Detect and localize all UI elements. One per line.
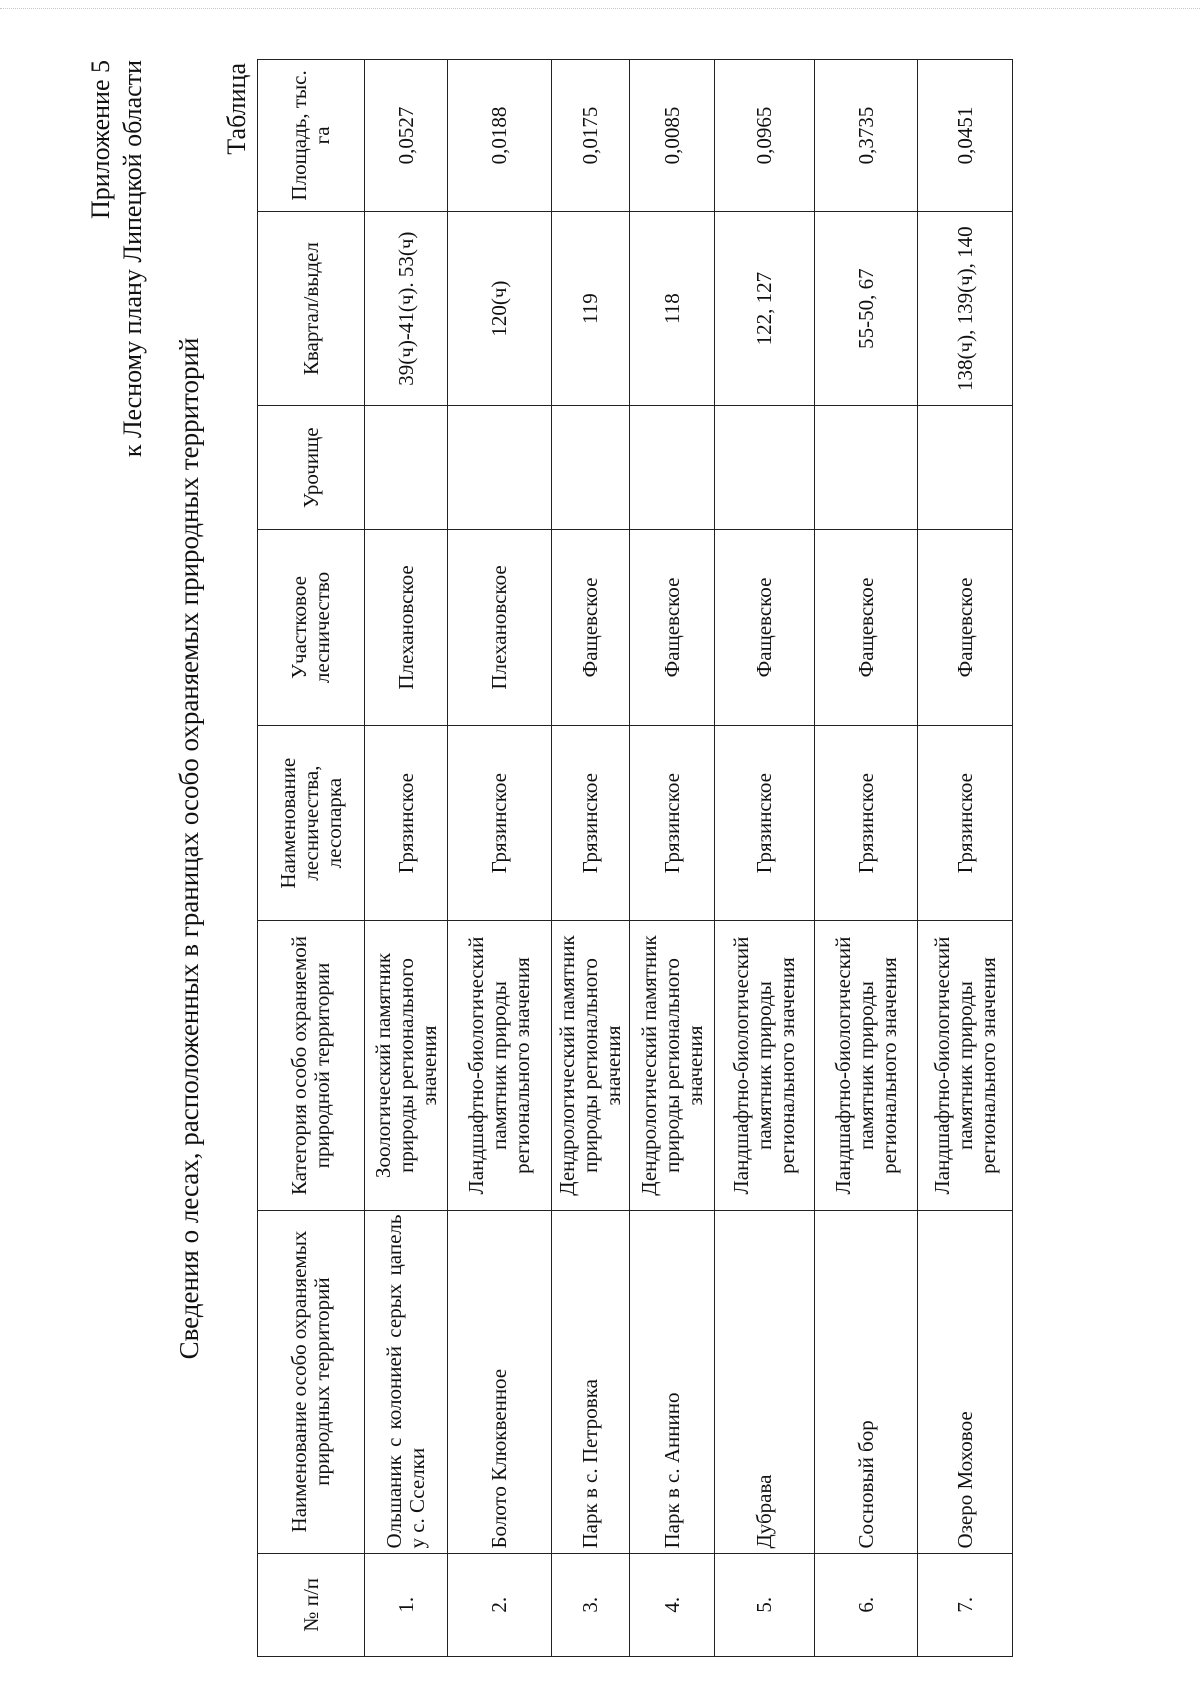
cell-territory-name: Парк в с. Петровка	[552, 1210, 630, 1553]
cell-category: Ландшафтно-биологический памятник природы регионального значения	[918, 921, 1013, 1210]
cell-tract	[630, 406, 715, 530]
cell-area: 0,0085	[630, 60, 715, 212]
cell-number: 3.	[552, 1553, 630, 1656]
document-title: Сведения о лесах, расположенных в границах особо охраняемых природных территорий	[174, 337, 204, 1360]
cell-quarter: 118	[630, 211, 715, 406]
cell-forestry: Грязинское	[918, 725, 1013, 921]
cell-territory-name: Ольшаник с колонией серых цапель у с. Сселки	[365, 1210, 448, 1553]
cell-forestry: Грязинское	[630, 725, 715, 921]
header-quarter: Квартал/выдел	[258, 211, 365, 406]
table-row	[715, 60, 815, 1657]
header-category: Категория особо охраняемой природной территории	[258, 921, 365, 1210]
cell-number: 7.	[918, 1553, 1013, 1656]
cell-tract	[448, 406, 552, 530]
cell-area: 0,0451	[918, 60, 1013, 212]
cell-district-forestry: Плехановское	[448, 530, 552, 726]
cell-category: Зоологический памятник природы регионального значения	[365, 921, 448, 1210]
cell-number: 4.	[630, 1553, 715, 1656]
cell-quarter: 55-50, 67	[815, 211, 918, 406]
cell-area: 0,3735	[815, 60, 918, 212]
table-row	[552, 60, 630, 1657]
cell-territory-name: Дубрава	[715, 1210, 815, 1553]
table-row	[448, 60, 552, 1657]
header-forestry: Наименование лесничества, лесопарка	[258, 725, 365, 921]
cell-number: 6.	[815, 1553, 918, 1656]
cell-number: 2.	[448, 1553, 552, 1656]
header-district-forestry: Участковое лесничество	[258, 530, 365, 726]
appendix-reference: к Лесному плану Липецкой области	[118, 60, 147, 458]
cell-category: Ландшафтно-биологический памятник природы регионального значения	[815, 921, 918, 1210]
table-label: Таблица	[222, 63, 251, 155]
cell-tract	[365, 406, 448, 530]
cell-quarter: 120(ч)	[448, 211, 552, 406]
cell-forestry: Грязинское	[448, 725, 552, 921]
cell-district-forestry: Фащевское	[630, 530, 715, 726]
cell-forestry: Грязинское	[715, 725, 815, 921]
cell-quarter: 39(ч)-41(ч). 53(ч)	[365, 211, 448, 406]
cell-district-forestry: Фащевское	[815, 530, 918, 726]
cell-forestry: Грязинское	[365, 725, 448, 921]
cell-quarter: 119	[552, 211, 630, 406]
cell-area: 0,0965	[715, 60, 815, 212]
cell-territory-name: Парк в с. Аннино	[630, 1210, 715, 1553]
cell-category: Дендрологический памятник природы регионального значения	[630, 921, 715, 1210]
appendix-heading	[85, 60, 149, 457]
cell-tract	[715, 406, 815, 530]
cell-category: Ландшафтно-биологический памятник природы регионального значения	[448, 921, 552, 1210]
table-row	[815, 60, 918, 1657]
cell-district-forestry: Фащевское	[918, 530, 1013, 726]
cell-number: 1.	[365, 1553, 448, 1656]
appendix-number: Приложение 5	[86, 60, 115, 220]
cell-district-forestry: Фащевское	[552, 530, 630, 726]
cell-category: Ландшафтно-биологический памятник природы регионального значения	[715, 921, 815, 1210]
header-tract: Урочище	[258, 406, 365, 530]
header-number: № п/п	[258, 1553, 365, 1656]
table-row	[630, 60, 715, 1657]
cell-forestry: Грязинское	[815, 725, 918, 921]
cell-forestry: Грязинское	[552, 725, 630, 921]
cell-territory-name: Озеро Моховое	[918, 1210, 1013, 1553]
cell-district-forestry: Фащевское	[715, 530, 815, 726]
cell-district-forestry: Плехановское	[365, 530, 448, 726]
cell-area: 0,0188	[448, 60, 552, 212]
header-area: Площадь, тыс. га	[258, 60, 365, 212]
cell-category: Дендрологический памятник природы регионального значения	[552, 921, 630, 1210]
cell-tract	[815, 406, 918, 530]
cell-area: 0,0527	[365, 60, 448, 212]
header-territory-name: Наименование особо охраняемых природных территорий	[258, 1210, 365, 1553]
table-row	[918, 60, 1013, 1657]
cell-territory-name: Болото Клюквенное	[448, 1210, 552, 1553]
cell-area: 0,0175	[552, 60, 630, 212]
cell-quarter: 138(ч), 139(ч), 140	[918, 211, 1013, 406]
cell-territory-name: Сосновый бор	[815, 1210, 918, 1553]
protected-territories-table	[257, 59, 1013, 1657]
cell-tract	[918, 406, 1013, 530]
cell-tract	[552, 406, 630, 530]
cell-number: 5.	[715, 1553, 815, 1656]
cell-quarter: 122, 127	[715, 211, 815, 406]
table-row	[365, 60, 448, 1657]
table-header-row	[258, 60, 365, 1657]
